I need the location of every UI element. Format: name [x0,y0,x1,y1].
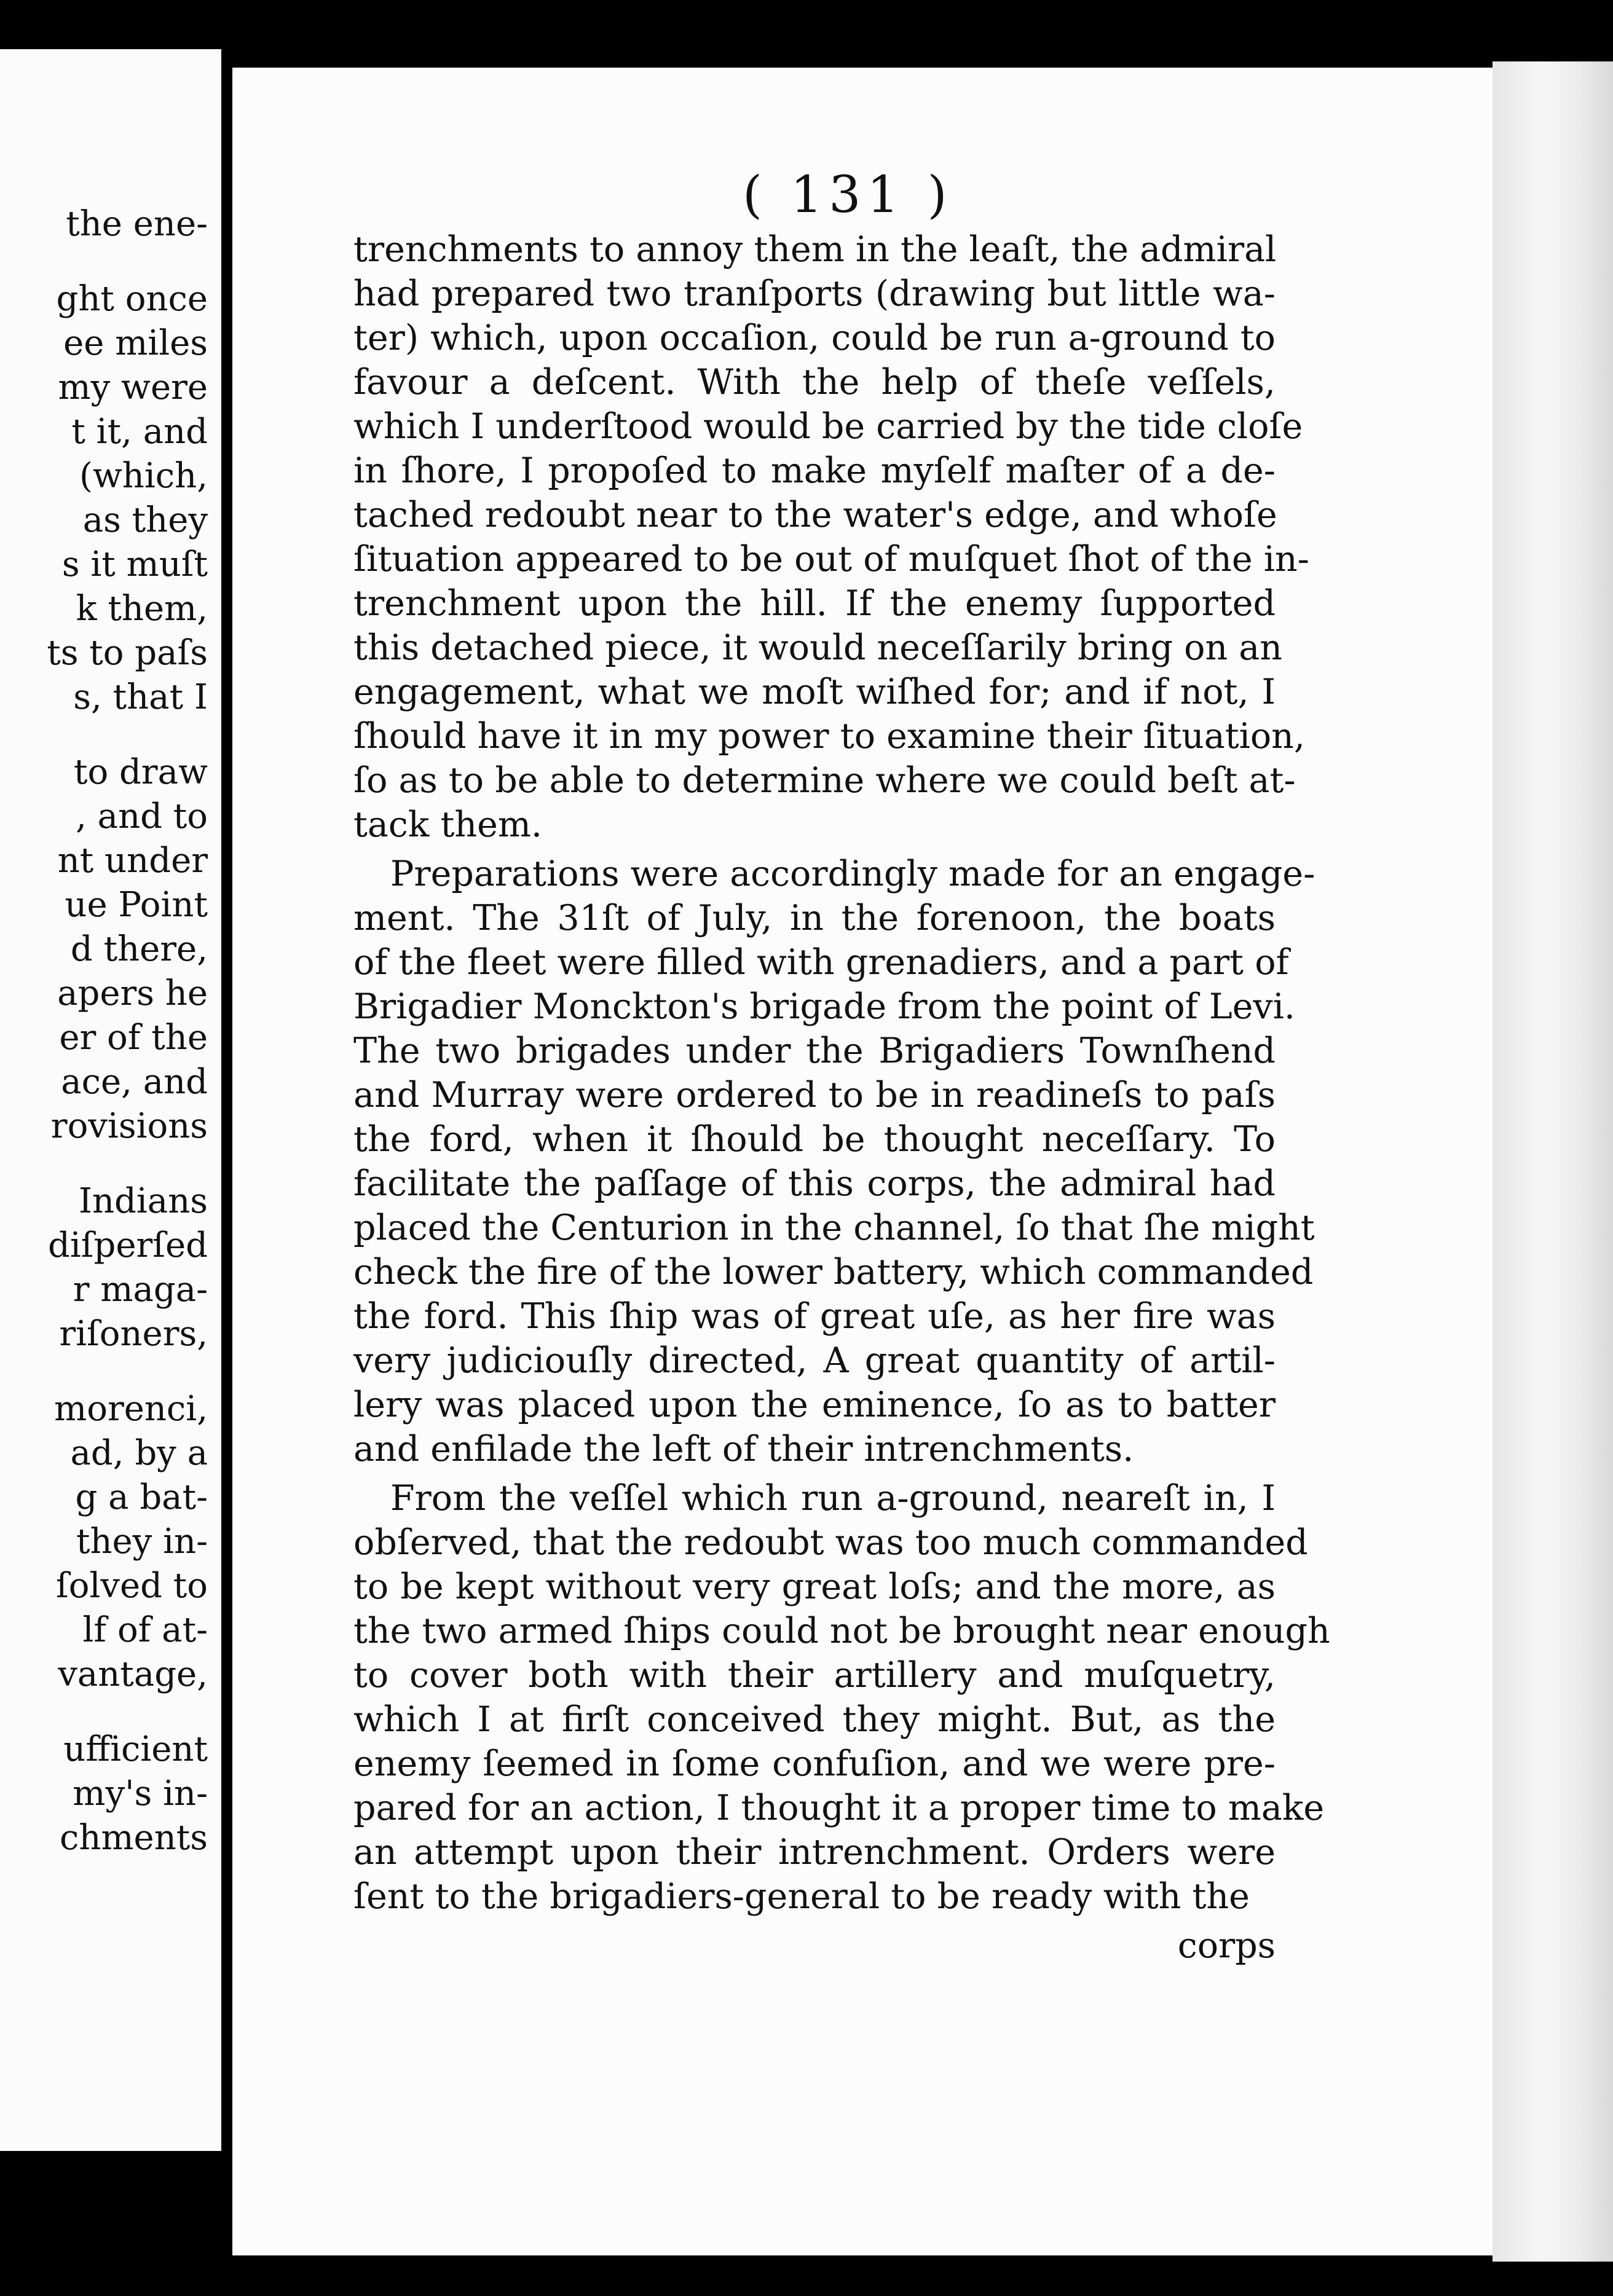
left-page-line: g a bat- [75,1477,208,1517]
text-line: ſent to the brigadiers-general to be ready with the [353,1876,1250,1917]
body-text [353,227,1330,1968]
text-line: check the fire of the lower battery, which commanded [353,1252,1314,1292]
text-line: From the veſſel which run a-ground, neareſt in, I [390,1478,1276,1519]
left-page-line: , and to [76,796,208,836]
text-line: favour a deſcent. With the help of theſe veſſels, [353,362,1276,403]
left-page-line: ue Point [65,885,208,925]
left-page-line: morenci, [54,1389,208,1429]
left-page-line: ace, and [61,1062,208,1102]
text-line: placed the Centurion in the channel, ſo that ſhe might [353,1208,1315,1248]
left-page-line: t it, and [71,412,208,452]
left-page-line: rovisions [50,1106,208,1146]
text-line: had prepared two tranſports (drawing but little wa- [353,273,1276,314]
text-line: this detached piece, it would neceſſarily bring on an [353,627,1282,668]
text-line: which I underſtood would be carried by the tide cloſe [353,406,1303,447]
left-page-line: r maga- [73,1270,208,1310]
text-line: ſhould have it in my power to examine their ſituation, [353,716,1305,757]
left-page-line: ad, by a [70,1433,208,1473]
text-line: and Murray were ordered to be in readineſs to paſs [353,1075,1276,1115]
text-line: enemy ſeemed in ſome confuſion, and we were pre- [353,1744,1276,1784]
text-line: ſituation appeared to be out of muſquet ſhot of the in- [353,539,1309,580]
left-page-line: ſolved to [56,1566,208,1606]
left-page-line: k them, [76,589,208,629]
left-page-line: nt under [57,841,208,881]
text-line: engagement, what we moſt wiſhed for; and if not, I [353,672,1276,712]
text-line: pared for an action, I thought it a proper time to make [353,1788,1325,1828]
left-page-line: my's in- [73,1774,208,1814]
left-page-line: chments [60,1818,208,1858]
page-number: ( 131 ) [743,166,953,224]
left-page-line: lf of at- [82,1610,208,1650]
left-page-line: the ene- [66,204,208,244]
left-page-line: er of the [59,1018,208,1058]
text-line: to cover both with their artillery and muſquetry, [353,1655,1276,1696]
page-edges [1493,61,1613,2262]
left-page-line: ee miles [63,323,208,363]
text-line: facilitate the paſſage of this corps, the admiral had [353,1163,1276,1204]
left-page-line: my were [58,368,208,407]
left-page-line: ts to paſs [47,633,208,673]
left-page-line: d there, [70,929,208,969]
text-line: ter) which, upon occaſion, could be run a-ground to [353,318,1276,358]
text-line: Preparations were accordingly made for an engage- [390,854,1315,894]
text-line: Brigadier Monckton's brigade from the point of Levi. [353,986,1295,1027]
book-gutter [221,55,232,2145]
text-line: very judiciouſly directed, A great quantity of artil- [353,1340,1276,1381]
text-line: the ford. This ſhip was of great uſe, as her fire was [353,1296,1276,1337]
text-line: an attempt upon their intrenchment. Orders were [353,1832,1276,1873]
catchword: corps [1177,1925,1276,1966]
left-page-line: to draw [74,752,208,792]
text-line: in ſhore, I propoſed to make myſelf maſter of a de- [353,450,1276,491]
text-line: to be kept without very great loſs; and the more, as [353,1567,1276,1607]
left-page-line: (which, [79,456,208,496]
text-line: trenchments to annoy them in the leaſt, the admiral [353,229,1277,270]
text-line: trenchment upon the hill. If the enemy ſupported [353,583,1276,624]
left-page-line: ufficient [63,1729,208,1769]
text-line: tack them. [353,804,542,845]
left-page-line: riſoners, [59,1314,208,1354]
left-page-line: as they [82,500,208,540]
left-page-line: s it muſt [61,545,208,584]
text-line: ſo as to be able to determine where we could beſt at- [353,760,1296,801]
text-line: tached redoubt near to the water's edge, and whoſe [353,495,1277,535]
text-line: the two armed ſhips could not be brought near enough [353,1611,1330,1651]
text-line: The two brigades under the Brigadiers Townſhend [353,1031,1276,1071]
left-page-line: apers he [57,973,208,1013]
text-line: the ford, when it ſhould be thought neceſſary. To [353,1119,1276,1160]
left-page-line: ght once [56,279,208,319]
left-page-line: diſperſed [48,1225,208,1265]
left-page-line: s, that I [73,677,208,717]
text-line: ment. The 31ſt of July, in the forenoon, the boats [353,898,1276,938]
left-page-line: they in- [76,1522,208,1562]
left-page-line: vantage, [58,1654,208,1694]
left-page-fragment [0,49,221,2151]
text-line: and enfilade the left of their intrenchments. [353,1429,1134,1469]
text-line: which I at firſt conceived they might. But, as the [353,1699,1276,1740]
text-line: obſerved, that the redoubt was too much commanded [353,1522,1308,1563]
text-line: of the fleet were filled with grenadiers, and a part of [353,942,1289,983]
text-line: lery was placed upon the eminence, ſo as to batter [353,1385,1276,1425]
left-page-line: Indians [78,1181,208,1221]
